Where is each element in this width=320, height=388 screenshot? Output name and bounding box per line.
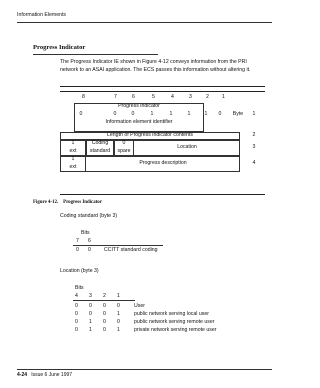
bit-value: 0 <box>75 311 78 317</box>
bit-label: 4 <box>171 94 174 100</box>
bit-label: 3 <box>189 94 192 100</box>
figure-number: Figure 4-12. <box>33 200 59 205</box>
bit-col: 3 <box>89 293 92 299</box>
ext-label: ext <box>69 148 77 154</box>
byte-number: 1 <box>252 111 256 117</box>
bit-value: 0 <box>88 247 91 253</box>
location-meaning: User <box>134 303 145 309</box>
coding-label: Coding <box>91 140 109 146</box>
bit-value: 0 <box>75 327 78 333</box>
table-bottom-rule <box>60 194 265 195</box>
ext-label: ext <box>69 164 77 170</box>
table-top-rule-2 <box>60 91 265 92</box>
spare-bit: 0 <box>122 140 126 146</box>
figure-title: Progress Indicator <box>63 200 102 205</box>
location-label: Location <box>177 144 197 150</box>
ext-bit: 1 <box>71 156 75 162</box>
bit-label: 2 <box>206 94 209 100</box>
bit-col: 2 <box>103 293 106 299</box>
bit-value: 0 <box>89 303 92 309</box>
bit-value: 1 <box>117 311 120 317</box>
ie-name: Progress indicator <box>118 103 160 109</box>
coding-bits-label: Bits <box>81 230 90 236</box>
location-header-rule <box>73 300 135 301</box>
bit-value: 0 <box>117 303 120 309</box>
bit-label: 1 <box>222 94 225 100</box>
bit-value: 0 <box>103 311 106 317</box>
id-bit: 1 <box>169 111 173 117</box>
coding-meaning: CCITT standard coding <box>104 247 158 253</box>
location-meaning: private network serving remote user <box>134 327 217 333</box>
bit-value: 0 <box>76 247 79 253</box>
byte-number: 3 <box>252 144 256 150</box>
byte-number: 2 <box>252 132 256 138</box>
section-title: Progress Indicator <box>33 44 86 51</box>
octet-bit8: 0 <box>79 111 83 117</box>
bit-value: 1 <box>89 319 92 325</box>
bit-value: 0 <box>103 319 106 325</box>
id-bit: 1 <box>150 111 154 117</box>
running-header: Information Elements <box>17 12 67 18</box>
bit-value: 1 <box>89 327 92 333</box>
byte-label: Byte <box>232 111 244 117</box>
location-bits-label: Bits <box>75 285 84 291</box>
page-number: 4-24 <box>17 372 28 378</box>
coding-label-2: standard <box>89 148 111 154</box>
id-bit: 0 <box>113 111 117 117</box>
ext-bit: 1 <box>71 140 75 146</box>
length-label: Length of Progress indicator contents <box>107 132 193 138</box>
page-footer <box>17 372 72 378</box>
coding-heading: Coding standard (byte 3) <box>60 213 118 219</box>
issue-date: Issue 6 June 1997 <box>31 372 73 378</box>
bit-col: 7 <box>76 238 79 244</box>
spare-label: spare <box>117 148 131 154</box>
id-bit: 1 <box>204 111 208 117</box>
byte-number: 4 <box>252 160 256 166</box>
bit-col: 6 <box>88 238 91 244</box>
bit-value: 0 <box>103 303 106 309</box>
bit-col: 4 <box>75 293 78 299</box>
bit-label: 8 <box>82 94 85 100</box>
intro-paragraph: The Progress Indicator IE shown in Figure 4-12 conveys information from the PRI network to an ASAI application. The ECS passes this information without altering it. <box>60 59 251 73</box>
bit-value: 0 <box>117 319 120 325</box>
bit-value: 1 <box>117 327 120 333</box>
id-bit: 0 <box>131 111 135 117</box>
id-bit: 1 <box>187 111 191 117</box>
bit-label: 6 <box>132 94 135 100</box>
location-meaning: public network serving local user <box>134 311 209 317</box>
bit-label: 7 <box>114 94 117 100</box>
figure-caption <box>33 200 102 205</box>
section-title-rule <box>33 54 158 55</box>
coding-header-rule <box>73 245 163 246</box>
bit-col: 1 <box>117 293 120 299</box>
id-bit: 0 <box>218 111 222 117</box>
bit-value: 0 <box>89 311 92 317</box>
ie-identifier-caption: Information element identifier <box>105 119 173 125</box>
progress-description-label: Progress description <box>139 160 187 166</box>
footer-rule <box>17 369 272 370</box>
bit-value: 0 <box>75 303 78 309</box>
header-rule <box>17 22 272 23</box>
location-heading: Location (byte 3) <box>60 268 99 274</box>
bit-value: 0 <box>103 327 106 333</box>
bit-value: 0 <box>75 319 78 325</box>
table-top-rule <box>60 86 265 87</box>
bit-label: 5 <box>152 94 155 100</box>
location-meaning: public network serving remote user <box>134 319 215 325</box>
